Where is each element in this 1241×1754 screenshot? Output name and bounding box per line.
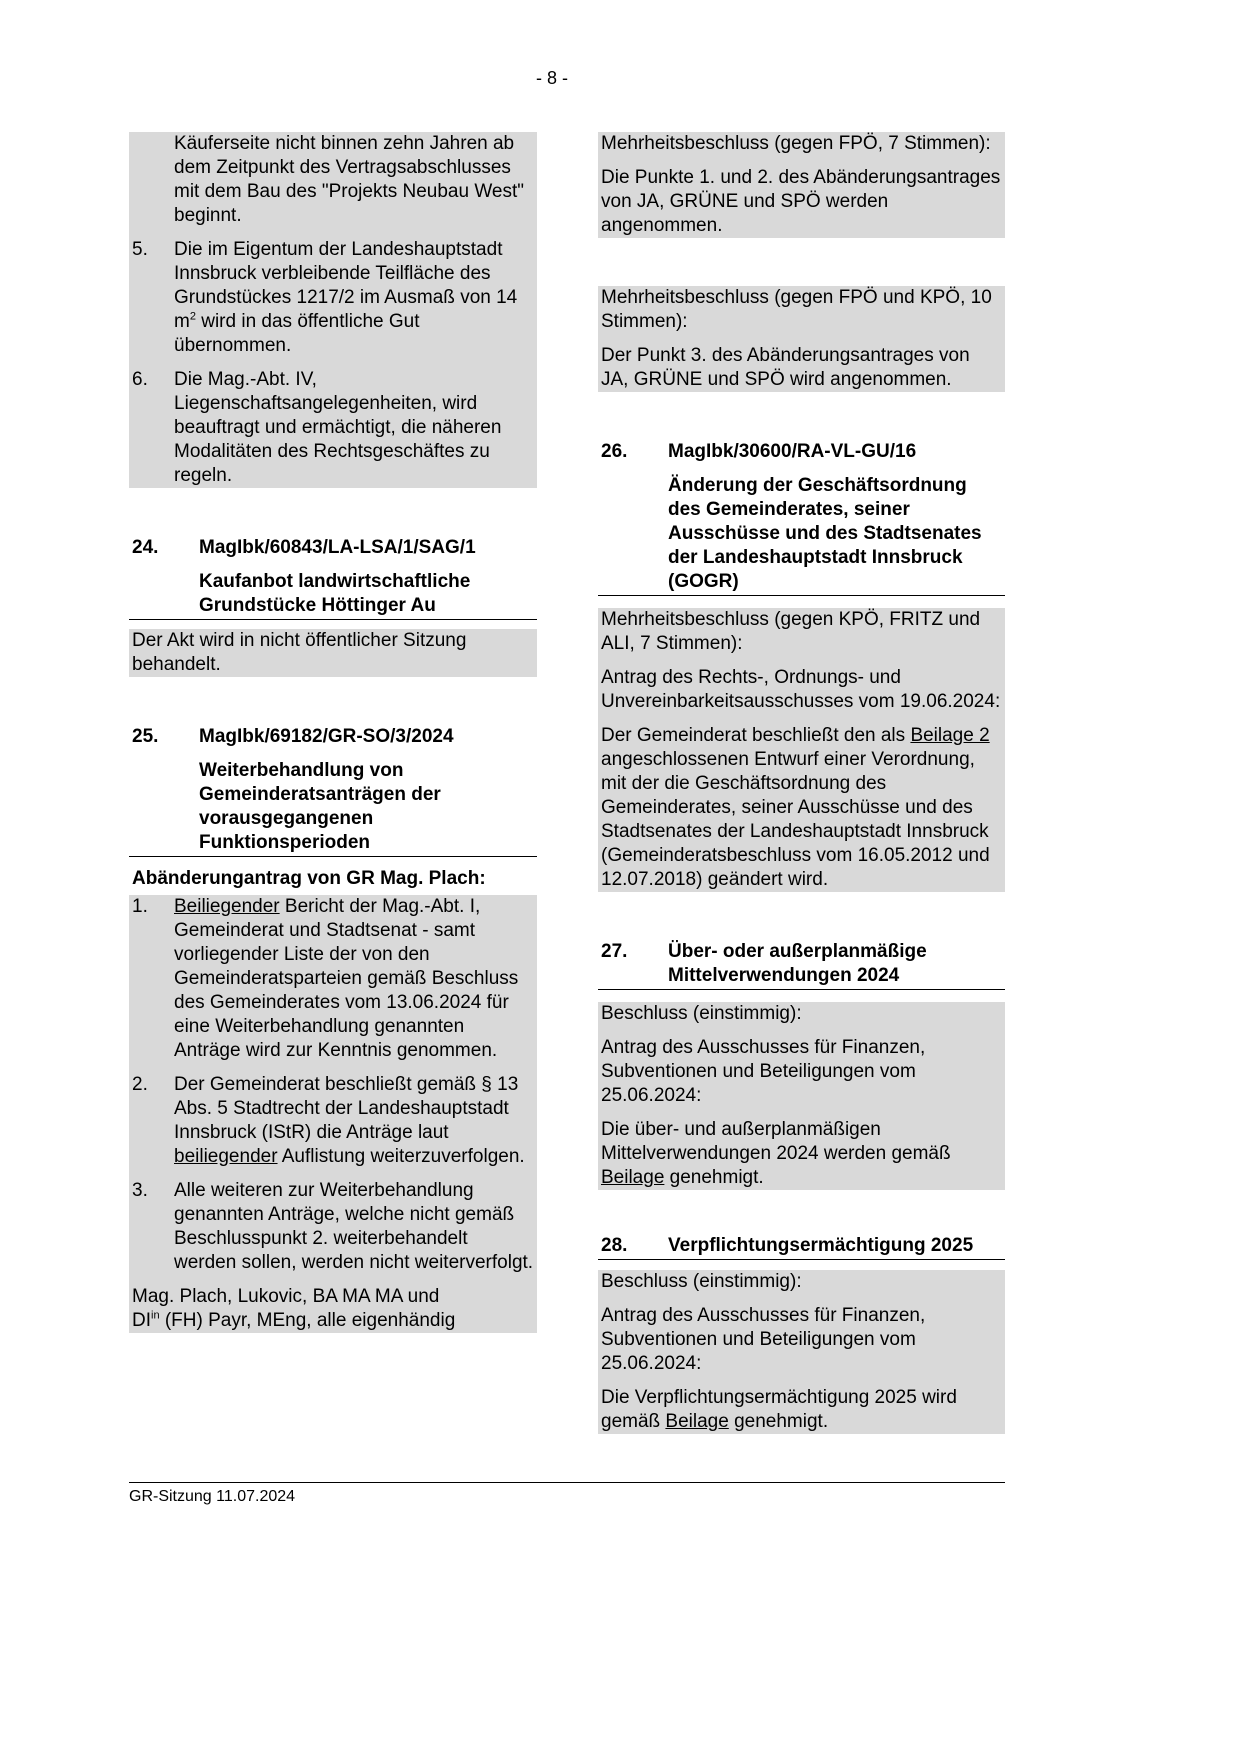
motion-text: Antrag des Ausschusses für Finanzen, Subventionen und Beteiligungen vom 25.06.2024:	[601, 1037, 926, 1106]
item-4-continuation: Käuferseite nicht binnen zehn Jahren ab dem Zeitpunkt des Vertragsabschlusses mit dem Bau des "Projekts Neubau West" beginnt.	[174, 133, 525, 226]
list-number: 3.	[132, 1180, 148, 1201]
list-number: 2.	[132, 1074, 148, 1095]
list-text: Die Mag.-Abt. IV, Liegenschaftsangelegenheiten, wird beauftragt und ermächtigt, die näheren Modalitäten des Rechtsgeschäftes zu regeln.	[174, 369, 502, 486]
body-text: Die Punkte 1. und 2. des Abänderungsantrages von JA, GRÜNE und SPÖ werden angenommen.	[601, 167, 1001, 236]
list-item	[132, 1073, 534, 1169]
motion-text: Antrag des Ausschusses für Finanzen, Subventionen und Beteiligungen vom 25.06.2024:	[601, 1305, 926, 1374]
section-26-heading	[598, 440, 1005, 596]
section-title: Änderung der Geschäftsordnung des Gemeinderates, seiner Ausschüsse und des Stadtsenates der Landeshauptstadt Innsbruck (GOGR)	[668, 475, 982, 592]
decision-text: Mehrheitsbeschluss (gegen FPÖ, 7 Stimmen):	[601, 133, 991, 154]
section-number: 24.	[132, 537, 159, 558]
list-item	[132, 1179, 534, 1275]
section-code: MagIbk/69182/GR-SO/3/2024	[199, 726, 454, 747]
section-title: Kaufanbot landwirtschaftliche Grundstücke Höttinger Au	[199, 571, 471, 616]
attachment-link: Beilage	[665, 1411, 729, 1432]
signatures: Mag. Plach, Lukovic, BA MA MA und $DI^{in}$ (FH) Payr, MEng, alle eigenhändig	[132, 1286, 456, 1331]
amendment-heading: Abänderungantrag von GR Mag. Plach:	[132, 868, 486, 889]
section-title: Über- oder außerplanmäßige Mittelverwendungen 2024	[668, 941, 927, 986]
list-text: Der Gemeinderat beschließt gemäß § 13 Abs. 5 Stadtrecht der Landeshauptstadt Innsbruck (IStR) die Anträge laut beiliegender Auflistung weiterzuverfolgen.	[174, 1074, 525, 1167]
amendment-body	[129, 895, 537, 1333]
left-column	[129, 132, 537, 1333]
attachment-link: Beiliegender	[174, 896, 280, 917]
section-28-body	[598, 1270, 1005, 1434]
section-27-heading	[598, 940, 1005, 990]
section-title: Verpflichtungsermächtigung 2025	[668, 1235, 974, 1256]
body-text: Die Verpflichtungsermächtigung 2025 wird gemäß Beilage genehmigt.	[601, 1387, 957, 1432]
section-number: 25.	[132, 726, 159, 747]
vote-block-2	[598, 286, 1005, 392]
decision-text: Mehrheitsbeschluss (gegen FPÖ und KPÖ, 10 Stimmen):	[601, 287, 992, 332]
footer	[129, 1482, 1005, 1507]
page-number: - 8 -	[535, 68, 568, 88]
decision-text: Beschluss (einstimmig):	[601, 1271, 802, 1292]
body-text: Der Akt wird in nicht öffentlicher Sitzung behandelt.	[132, 630, 467, 675]
attachment-link: Beilage 2	[910, 725, 990, 746]
list-number: 1.	[132, 896, 148, 917]
attachment-link: Beilage	[601, 1167, 665, 1188]
decision-text: Mehrheitsbeschluss (gegen KPÖ, FRITZ und ALI, 7 Stimmen):	[601, 609, 981, 654]
motion-text: Antrag des Rechts-, Ordnungs- und Unvereinbarkeitsausschusses vom 19.06.2024:	[601, 667, 1001, 712]
list-item	[132, 895, 534, 1063]
list-text: Beiliegender Bericht der Mag.-Abt. I, Gemeinderat und Stadtsenat - samt vorliegender Liste der von den Gemeinderatsparteien gemäß Beschluss des Gemeinderates vom 13.06.2024 für eine Weiterbehandlung genannten Anträge wird zur Kenntnis genommen.	[174, 896, 519, 1061]
body-text: Die über- und außerplanmäßigen Mittelverwendungen 2024 werden gemäß Beilage genehmigt.	[601, 1119, 951, 1188]
body-text: Der Gemeinderat beschließt den als Beilage 2 angeschlossenen Entwurf einer Verordnung, mit der die Geschäftsordnung des Gemeinderates, seiner Ausschüsse und des Stadtsenates der Landeshauptstadt Innsbruck (Gemeinderatsbeschluss vom 16.05.2012 und 12.07.2018) geändert wird.	[601, 725, 990, 890]
section-24-heading	[129, 536, 537, 620]
section-title: Weiterbehandlung von Gemeinderatsanträgen der vorausgegangenen Funktionsperioden	[199, 760, 441, 853]
section-27-body	[598, 1002, 1005, 1190]
list-text: Die im Eigentum der Landeshauptstadt Innsbruck verbleibende Teilfläche des Grundstückes 1217/2 im Ausmaß von 14 $m^2$ wird in das öffentliche Gut übernommen.	[174, 239, 518, 356]
section-25-heading	[129, 725, 537, 857]
section-28-heading	[598, 1234, 1005, 1260]
section-number: 26.	[601, 441, 628, 462]
list-text: Alle weiteren zur Weiterbehandlung genannten Anträge, welche nicht gemäß Beschlusspunkt 2. weiterbehandelt werden sollen, werden nicht weiterverfolgt.	[174, 1180, 534, 1273]
list-number: 6.	[132, 369, 148, 390]
section-26-body	[598, 608, 1005, 892]
section-24-body	[129, 629, 537, 677]
list-number: 5.	[132, 239, 148, 260]
footer-text: GR-Sitzung 11.07.2024	[129, 1488, 296, 1505]
resolution-items-23	[129, 132, 537, 488]
section-code: MagIbk/60843/LA-LSA/1/SAG/1	[199, 537, 476, 558]
decision-text: Beschluss (einstimmig):	[601, 1003, 802, 1024]
vote-block-1	[598, 132, 1005, 238]
list-item	[132, 368, 534, 488]
attachment-link: beiliegender	[174, 1146, 278, 1167]
section-number: 28.	[601, 1235, 628, 1256]
right-column	[598, 132, 1005, 1434]
body-text: Der Punkt 3. des Abänderungsantrages von JA, GRÜNE und SPÖ wird angenommen.	[601, 345, 970, 390]
section-number: 27.	[601, 941, 628, 962]
section-code: MagIbk/30600/RA-VL-GU/16	[668, 441, 917, 462]
list-item	[132, 238, 534, 358]
